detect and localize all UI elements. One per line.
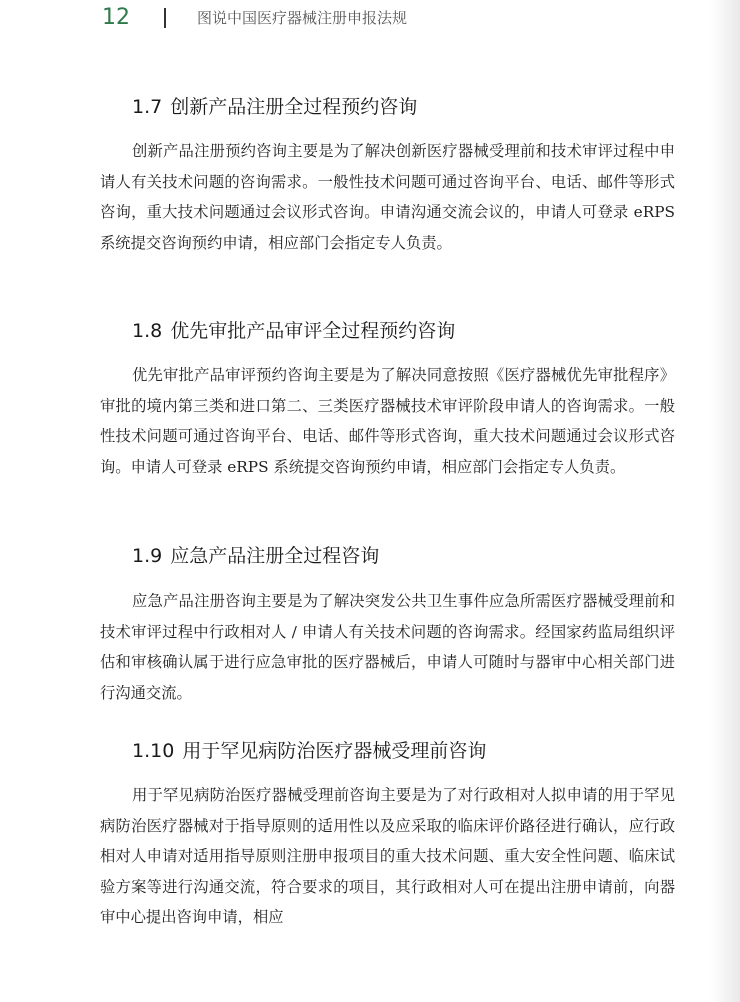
section-body-1-7: 创新产品注册预约咨询主要是为了解决创新医疗器械受理前和技术审评过程中申请人有关技术问题的咨询需求。一般性技术问题可通过咨询平台、电话、邮件等形式咨询，重大技术问题通过会议形式咨询。申请沟通交流会议的，申请人可登录 eRPS 系统提交咨询预约申请，相应部门会指定专人负责。 bbox=[100, 142, 675, 252]
section-title: 用于罕见病防治医疗器械受理前咨询 bbox=[182, 740, 487, 762]
section-heading-1-9 bbox=[132, 542, 379, 570]
section-body-1-8: 优先审批产品审评预约咨询主要是为了解决同意按照《医疗器械优先审批程序》审批的境内第三类和进口第二、三类医疗器械技术审评阶段申请人的咨询需求。一般性技术问题可通过咨询平台、电话、邮件等形式咨询，重大技术问题通过会议形式咨询。申请人可登录 eRPS 系统提交咨询预约申请，相应部门会指定专人负责。 bbox=[100, 366, 675, 476]
header-divider bbox=[164, 8, 166, 28]
section-number: 1.8 bbox=[132, 320, 163, 342]
section-heading-1-7 bbox=[132, 93, 417, 121]
book-title: 图说中国医疗器械注册申报法规 bbox=[197, 9, 408, 27]
section-title: 优先审批产品审评全过程预约咨询 bbox=[170, 320, 456, 342]
section-number: 1.10 bbox=[132, 740, 175, 762]
section-number: 1.9 bbox=[132, 545, 163, 567]
running-header bbox=[102, 4, 662, 32]
section-heading-1-8 bbox=[132, 317, 455, 345]
section-body-1-10: 用于罕见病防治医疗器械受理前咨询主要是为了对行政相对人拟申请的用于罕见病防治医疗器械对于指导原则的适用性以及应采取的临床评价路径进行确认，应行政相对人申请对适用指导原则注册申报项目的重大技术问题、重大安全性问题、临床试验方案等进行沟通交流，符合要求的项目，其行政相对人可在提出注册申请前，向器审中心提出咨询申请，相应 bbox=[100, 786, 675, 926]
page-edge-shadow bbox=[710, 0, 740, 1002]
section-number: 1.7 bbox=[132, 96, 163, 118]
page-number: 12 bbox=[102, 5, 130, 30]
section-title: 创新产品注册全过程预约咨询 bbox=[170, 96, 418, 118]
section-title: 应急产品注册全过程咨询 bbox=[170, 545, 380, 567]
section-heading-1-10 bbox=[132, 737, 486, 765]
section-body-1-9: 应急产品注册咨询主要是为了解决突发公共卫生事件应急所需医疗器械受理前和技术审评过程中行政相对人 / 申请人有关技术问题的咨询需求。经国家药监局组织评估和审核确认属于进行应急审批的医疗器械后，申请人可随时与器审中心相关部门进行沟通交流。 bbox=[100, 592, 675, 702]
